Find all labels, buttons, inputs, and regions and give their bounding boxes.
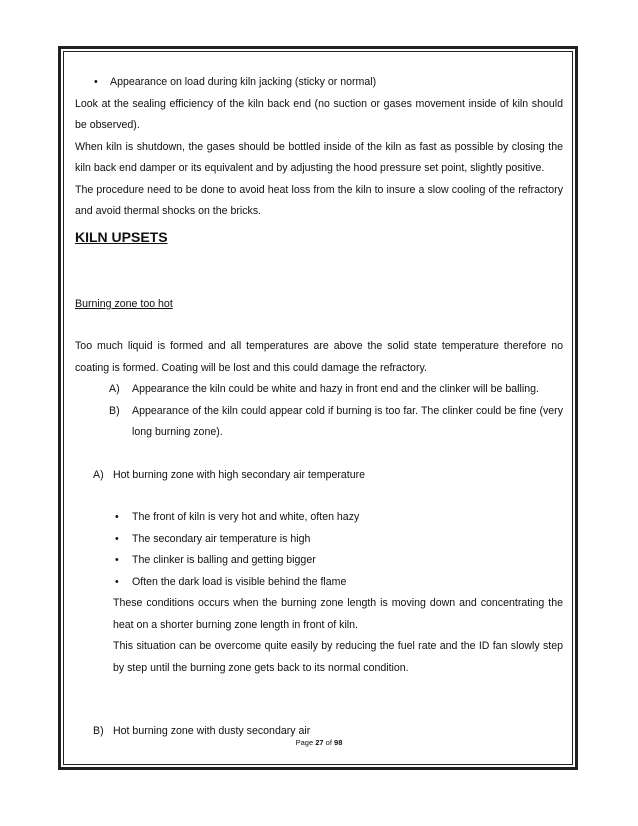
footer-current-page: 27 [315, 738, 324, 747]
bullet-icon: • [115, 511, 119, 523]
list-marker: B) [109, 404, 120, 417]
footer-total-pages: 98 [334, 738, 343, 747]
bullet-item [75, 572, 563, 594]
bullet-item [75, 507, 563, 529]
list-text: Appearance the kiln could be white and hazy in front end and the clinker will be balling. [132, 383, 539, 395]
bullet-icon: • [115, 554, 119, 566]
case-heading [75, 465, 563, 487]
list-marker: A) [109, 383, 120, 395]
list-item [75, 379, 563, 401]
bullet-text: The front of kiln is very hot and white, often hazy [132, 511, 360, 523]
paragraph: Too much liquid is formed and all temperatures are above the solid state temperature therefore no coating is formed. Coating will be lost and this could damage the refractory. [75, 340, 563, 374]
paragraph: Look at the sealing efficiency of the kiln back end (no suction or gases movement inside of kiln should be observed). [75, 97, 563, 131]
bullet-item [75, 550, 563, 572]
list-text: Hot burning zone with dusty secondary air [113, 725, 311, 737]
bullet-list [75, 507, 563, 593]
paragraph: This situation can be overcome quite easily by reducing the fuel rate and the ID fan slowly step by step until the burning zone gets back to its normal condition. [113, 640, 563, 674]
paragraph: The procedure need to be done to avoid heat loss from the kiln to insure a slow cooling of the refractory and avoid thermal shocks on the bricks. [75, 183, 563, 217]
list-marker: A) [93, 468, 104, 481]
bullet-item [75, 72, 563, 94]
page-footer [0, 738, 638, 747]
list-marker: B) [93, 725, 104, 737]
list-item [75, 401, 563, 444]
bullet-icon: • [94, 76, 98, 88]
list-text: Appearance of the kiln could appear cold if burning is too far. The clinker could be fine (very long burning zone). [132, 404, 563, 438]
page-content [75, 72, 563, 743]
subsection-title: Burning zone too hot [75, 297, 173, 310]
bullet-text: Often the dark load is visible behind the flame [132, 575, 347, 588]
bullet-text: The secondary air temperature is high [132, 532, 311, 545]
bullet-text: The clinker is balling and getting bigger [132, 554, 316, 566]
bullet-text: Appearance on load during kiln jacking (sticky or normal) [110, 76, 377, 88]
paragraph: These conditions occurs when the burning zone length is moving down and concentrating the heat on a shorter burning zone length in front of kiln. [113, 597, 563, 631]
bullet-icon: • [115, 532, 119, 545]
bullet-item [75, 529, 563, 551]
paragraph: When kiln is shutdown, the gases should be bottled inside of the kiln as fast as possible by closing the kiln back end damper or its equivalent and by adjusting the hood pressure set point, slightly positive. [75, 140, 563, 174]
bullet-icon: • [115, 575, 119, 588]
section-title: KILN UPSETS [75, 228, 168, 245]
footer-prefix: Page [295, 738, 314, 747]
list-text: Hot burning zone with high secondary air temperature [113, 468, 366, 481]
footer-of: of [325, 738, 332, 747]
